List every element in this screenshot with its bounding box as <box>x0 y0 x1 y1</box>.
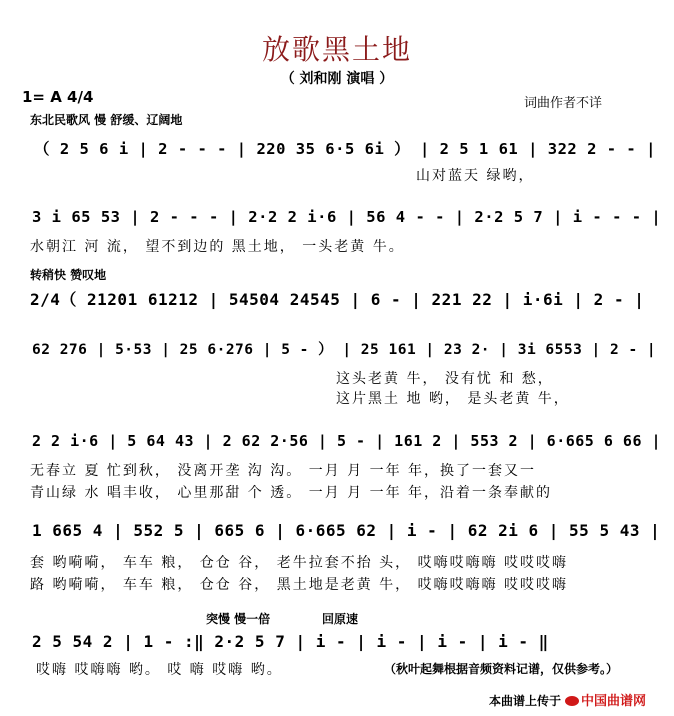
lyrics-row-5a: 无春立 夏 忙到秋， 没离开垄 沟 沟。 一月 月 一年 年，换了一套又一 <box>30 463 537 479</box>
site-logo-icon <box>565 696 579 706</box>
score-row-4: 62 276 | 5·53 | 25 6·276 | 5 - ） | 25 161 | 23 2· | 3i 6553 | 2 - | <box>32 342 657 358</box>
lyrics-row-4b: 这片黑土 地 哟， 是头老黄 牛， <box>336 391 570 407</box>
lyrics-row-4a: 这头老黄 牛， 没有忧 和 愁， <box>336 371 554 387</box>
footer-text: 本曲谱上传于 <box>488 694 561 708</box>
tempo-mark-slow: 突慢 慢一倍 <box>206 612 271 626</box>
lyrics-row-7: 哎嗨 哎嗨嗨 哟。 哎 嗨 哎嗨 哟。 <box>36 662 283 678</box>
composer-credit: 词曲作者不详 <box>524 96 603 111</box>
score-row-7: 2 5 54 2 | 1 - :‖ 2·2 5 7 | i - | i - | i - | i - ‖ <box>32 632 549 651</box>
tempo-mark-faster: 转稍快 赞叹地 <box>30 268 107 282</box>
site-brand: 中国曲谱网 <box>580 694 646 709</box>
score-row-6: 1 665 4 | 552 5 | 665 6 | 6·665 62 | i - | 62 2i 6 | 55 5 43 | <box>32 521 661 540</box>
lyrics-row-2: 水朝江 河 流， 望不到边的 黑土地， 一头老黄 牛。 <box>30 239 405 255</box>
song-title: 放歌黑土地 <box>261 33 412 66</box>
score-row-5: 2 2 i·6 | 5 64 43 | 2 62 2·56 | 5 - | 161 2 | 553 2 | 6·665 6 66 | <box>32 432 662 450</box>
tempo-mark-resume: 回原速 <box>322 612 359 626</box>
score-row-3: 2/4（ 21201 61212 | 54504 24545 | 6 - | 221 22 | i·6i | 2 - | <box>30 290 645 309</box>
style-mark: 东北民歌风 慢 舒缓、辽阔地 <box>30 113 183 127</box>
score-row-1: （ 2 5 6 i | 2 - - - | 220 35 6·5 6i ） | 2 5 1 61 | 322 2 - - | <box>34 140 656 158</box>
score-row-2: 3 i 65 53 | 2 - - - | 2·2 2 i·6 | 56 4 - - | 2·2 5 7 | i - - - | <box>32 208 662 226</box>
singer-credit: （ 刘和刚 演唱 ） <box>280 71 394 87</box>
transcription-note: （秋叶起舞根据音频资料记谱，仅供参考。） <box>384 662 619 676</box>
lyrics-row-5b: 青山绿 水 唱丰收， 心里那甜 个 透。 一月 月 一年 年，沿着一条奉献的 <box>30 485 553 501</box>
lyrics-row-6a: 套 哟嗬嗬， 车车 粮， 仓仓 谷， 老牛拉套不抬 头， 哎嗨哎嗨嗨 哎哎哎嗨 <box>30 555 569 571</box>
lyrics-row-1: 山对蓝天 绿哟， <box>416 168 535 184</box>
key-signature: 1= A 4/4 <box>22 88 94 106</box>
lyrics-row-6b: 路 哟嗬嗬， 车车 粮， 仓仓 谷， 黑土地是老黄 牛， 哎嗨哎嗨嗨 哎哎哎嗨 <box>30 577 569 593</box>
upload-footer <box>489 690 646 709</box>
